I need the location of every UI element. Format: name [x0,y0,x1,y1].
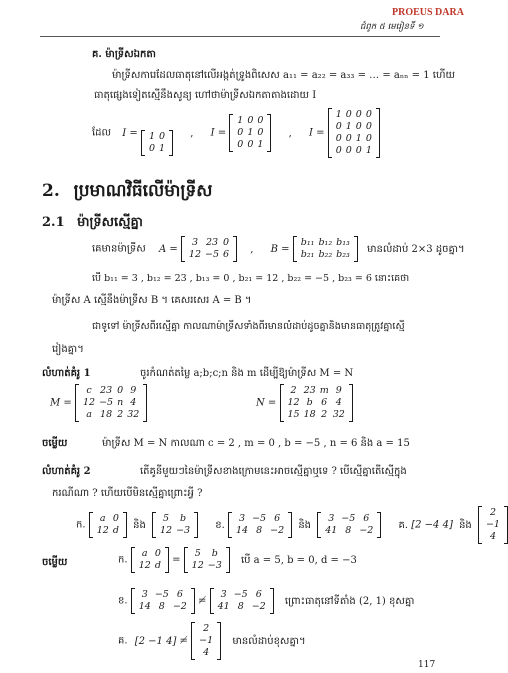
brand-name: PROEUS DARA [392,7,464,18]
pair-b-left-matrix: 3 −5 6 14 8 −2 [228,512,292,538]
sol-b-right-matrix: 3 −5 6 41 8 −2 [210,588,274,614]
example-2-label: លំហាត់គំរូ 2 [42,466,91,477]
identity-def-line2: ធាតុផ្សេងទៀតស្មើនឹងសូន្យ ហៅថាម៉ាទ្រីសឯកតាតាងដោយ I [94,90,317,101]
pair-a-left-matrix: a 0 12 d [89,512,127,538]
identity-heading: គ. ម៉ាទ្រីសឯកតា [92,49,156,60]
identity-examples: ដែល I = 1 0 0 1 , I = 1 0 0 0 1 0 0 0 1 , I = 1 0 0 0 0 1 0 0 0 0 1 0 0 0 0 1 [92,108,380,158]
pair-a-right-matrix: 5 b 12 −3 [152,512,198,538]
chapter-label: ជំពូក ៥ មេរៀនទី ១ [360,22,424,32]
identity-I3-label: I = [210,127,227,139]
sol-c-column-matrix: 2 −1 4 [191,622,221,660]
sol-b-left-matrix: 3 −5 6 14 8 −2 [131,588,195,614]
example-1-solution-label: ចម្លើយ [42,438,68,449]
matrix-N-block: N = 2 23 m 9 12 b 6 4 15 18 2 32 [256,384,353,422]
matrix-M: c 23 0 9 12 −5 n 4 a 18 2 32 [75,384,147,422]
matrix-M-block: M = c 23 0 9 12 −5 n 4 a 18 2 32 [50,384,147,422]
given-matrices-line: គេមានម៉ាទ្រីស A = 3 23 0 12 −5 6 , B = b₁₁ b₁₂ b₁₃ b₂₁ b₂₂ b₂₃ មានលំដាប់ 2×3 ដូចគ្នា។ [92,237,465,260]
pair-c-column-matrix: 2 −1 4 [478,506,508,544]
identity-matrix-4x4: 1 0 0 0 0 1 0 0 0 0 1 0 0 0 0 1 [328,108,380,158]
general-rule-line1: ជាទូទៅ ម៉ាទ្រីសពីរស្មើគ្នា កាលណាម៉ាទ្រីសទាំងពីរមានលំដាប់ដូចគ្នានិងមានធាតុត្រូវគ្នាស្មើ [92,321,405,332]
sol-a-right-matrix: 5 b 12 −3 [184,547,230,573]
header-rule [40,36,440,37]
section-2-heading: 2. ប្រមាណវិធីលើម៉ាទ្រីស [42,181,213,201]
example-1-task: ចូរកំណត់តម្លៃ a;b;c;n និង m ដើម្បីឱ្យម៉ាទ្រីស M = N [140,368,354,379]
solution-a: ក. a 0 12 d = 5 b 12 −3 បើ a = 5, b = 0, d = −3 [118,548,357,571]
example-1-solution: ម៉ាទ្រីស M = N កាលណា c = 2 , m = 0 , b = −5 , n = 6 និង a = 15 [102,438,410,449]
identity-prefix: ដែល [92,127,112,139]
page-number: 117 [418,660,436,670]
identity-def-line1: ម៉ាទ្រីសការេដែលធាតុនៅលើអង្កត់ទ្រូងពិសេស a₁₁ = a₂₂ = a₃₃ = … = aₙₙ = 1 ហើយ [112,70,455,81]
general-rule-line2: រៀងគ្នា។ [52,344,84,355]
pair-c-row-matrix: [2 −4 4] [411,519,453,531]
identity-matrix-3x3: 1 0 0 0 1 0 0 0 1 [229,114,271,152]
solution-c: គ. [2 −1 4] ≠ 2 −1 4 មានលំដាប់ខុសគ្នា។ [118,623,306,658]
identity-I2-label: I = [122,127,138,139]
matrix-N: 2 23 m 9 12 b 6 4 15 18 2 32 [280,384,353,422]
identity-I4-label: I = [309,127,325,139]
matrix-A: 3 23 0 12 −5 6 [181,236,237,262]
identity-matrix-2x2: 1 0 0 1 [141,130,173,156]
example-2-solution-label: ចម្លើយ [42,557,68,568]
example-2-question-line2: ករណីណា ? ហើយបើមិនស្មើគ្នាព្រោះអ្វី ? [52,488,203,499]
example-1-label: លំហាត់គំរូ 1 [42,368,91,379]
matrix-B: b₁₁ b₁₂ b₁₃ b₂₁ b₂₂ b₂₃ [293,236,358,262]
equality-conclusion: ម៉ាទ្រីស A ស្មើនឹងម៉ាទ្រីស B ។ គេសរសេរ A = B ។ [52,295,252,306]
example-2-pairs: ក. a 0 12 d និង 5 b 12 −3 ខ. 3 −5 6 14 8 −2 និង 3 −5 6 41 8 −2 គ. [2 −4 4] និង 2 −1 4 [76,506,508,544]
sol-a-left-matrix: a 0 12 d [131,547,169,573]
example-2-question-line1: តើគូនីមួយៗនៃម៉ាទ្រីសខាងក្រោមនេះអាចស្មើគ្នាឬទេ ? បើស្មើគ្នាតើស្មើក្នុង [140,466,407,477]
pair-b-right-matrix: 3 −5 6 41 8 −2 [317,512,381,538]
subsection-2-1-heading: 2.1 ម៉ាទ្រីសស្មើគ្នា [42,215,143,230]
element-values-line: បើ b₁₁ = 3 , b₁₂ = 23 , b₁₃ = 0 , b₂₁ = 12 , b₂₂ = −5 , b₂₃ = 6 នោះគេថា [92,273,410,284]
solution-b: ខ. 3 −5 6 14 8 −2 ≠ 3 −5 6 41 8 −2 ព្រោះធាតុនៅទីតាំង (2, 1) ខុសគ្នា [118,589,415,612]
